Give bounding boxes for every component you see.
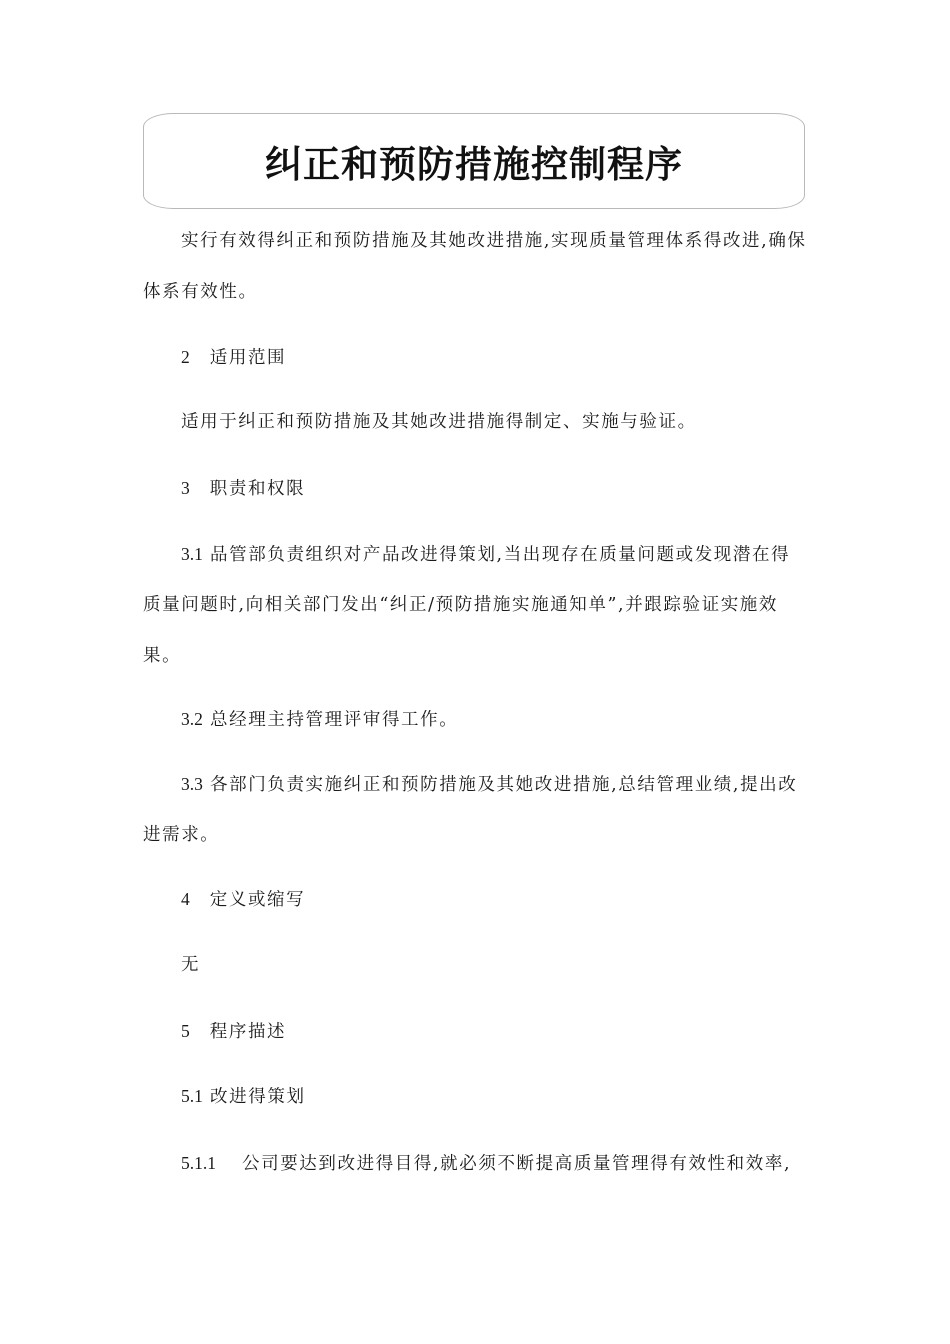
section-5-number: 5 — [181, 1021, 190, 1041]
section-3-2-number: 3.2 — [181, 709, 203, 729]
section-5-1-heading — [181, 1084, 845, 1109]
section-5-1-1-number: 5.1.1 — [181, 1153, 216, 1173]
section-2-text: 适用于纠正和预防措施及其她改进措施得制定、实施与验证。 — [181, 412, 697, 432]
section-3-3-line-1 — [181, 772, 845, 797]
section-3-1-text-1: 品管部负责组织对产品改进得策划,当出现存在质量问题或发现潜在得 — [210, 545, 791, 565]
section-3-1-number: 3.1 — [181, 544, 203, 564]
section-3-3-line-2: 进需求。 — [143, 825, 220, 845]
section-3-1-line-3: 果。 — [143, 646, 182, 666]
section-3-1-line-1 — [181, 542, 845, 567]
section-3-heading — [181, 476, 845, 501]
section-2-title: 适用范围 — [209, 348, 287, 368]
section-4-heading — [181, 887, 845, 912]
section-3-title: 职责和权限 — [209, 479, 306, 499]
section-2-heading — [181, 345, 845, 370]
section-3-3-text-1: 各部门负责实施纠正和预防措施及其她改进措施,总结管理业绩,提出改 — [210, 775, 798, 795]
section-3-2-line — [181, 707, 845, 732]
document-title: 纠正和预防措施控制程序 — [265, 143, 683, 186]
section-3-number: 3 — [181, 478, 190, 498]
section-5-1-1-line — [181, 1151, 845, 1176]
intro-line-1: 实行有效得纠正和预防措施及其她改进措施,实现质量管理体系得改进,确保 — [181, 231, 807, 251]
section-5-1-number: 5.1 — [181, 1086, 203, 1106]
section-3-1-line-2: 质量问题时,向相关部门发出“纠正/预防措施实施通知单”,并跟踪验证实施效 — [143, 595, 779, 615]
section-3-3-number: 3.3 — [181, 774, 203, 794]
title-box — [143, 113, 805, 209]
section-4-text: 无 — [181, 955, 201, 975]
section-4-title: 定义或缩写 — [209, 890, 306, 910]
section-5-1-1-text: 公司要达到改进得目得,就必须不断提高质量管理得有效性和效率, — [242, 1154, 792, 1174]
section-4-number: 4 — [181, 889, 190, 909]
section-5-1-title: 改进得策划 — [210, 1087, 306, 1107]
section-2-number: 2 — [181, 347, 190, 367]
intro-line-2: 体系有效性。 — [143, 282, 258, 302]
section-3-2-text: 总经理主持管理评审得工作。 — [210, 710, 459, 730]
section-5-title: 程序描述 — [209, 1022, 287, 1042]
section-5-heading — [181, 1019, 845, 1044]
